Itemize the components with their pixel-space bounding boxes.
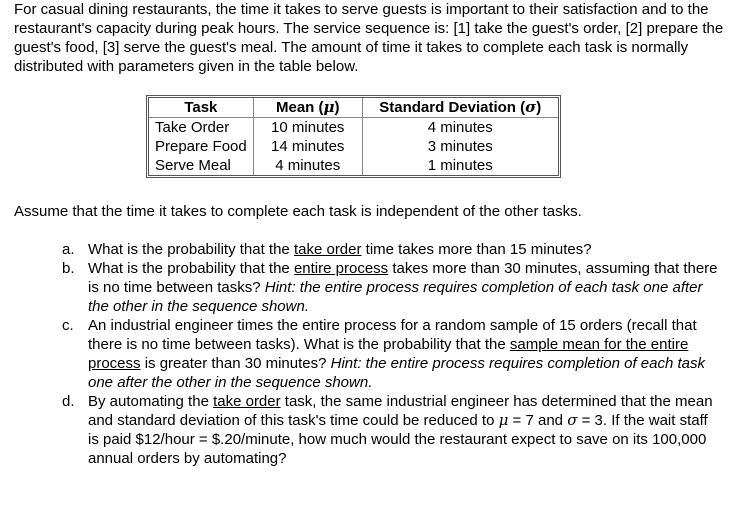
question-d xyxy=(62,392,722,468)
table-row xyxy=(149,156,558,175)
hint-text: Hint: the entire process requires completion of each task one after the other in the sequence shown. xyxy=(88,279,703,315)
cell-task: Take Order xyxy=(149,118,254,137)
question-letter: d. xyxy=(62,393,75,410)
cell-mean: 14 minutes xyxy=(254,137,363,156)
header-mean xyxy=(254,98,363,118)
question-text: = 7 and xyxy=(508,412,568,429)
question-list xyxy=(62,240,722,468)
question-letter: b. xyxy=(62,260,75,277)
task-parameters-table xyxy=(146,95,561,178)
table-row xyxy=(149,137,558,156)
mu-symbol: μ xyxy=(323,98,335,116)
question-a xyxy=(62,240,722,259)
question-text: is greater than 30 minutes? xyxy=(140,355,331,372)
sigma-symbol: σ xyxy=(567,411,578,429)
cell-mean: 4 minutes xyxy=(254,156,363,175)
table-header-row xyxy=(149,98,558,118)
intro-paragraph: For casual dining restaurants, the time it takes to serve guests is important to their satisfaction and to the restaurant's capacity during peak hours. The service sequence is: [1] take the guest's order, [2] prepare the guest's food, [3] serve the guest's meal. The amount of time it takes to complete each task is normally distributed with parameters given in the table below. xyxy=(14,1,724,75)
question-letter: c. xyxy=(62,317,74,334)
question-text: An industrial engineer times the entire process for a random sample of 15 orders (recall that there is no time between tasks). What is the probability that the xyxy=(88,317,697,353)
question-text: By automating the xyxy=(88,393,214,410)
assumption-text: Assume that the time it takes to complete each task is independent of the other tasks. xyxy=(14,203,582,220)
cell-task: Prepare Food xyxy=(149,137,254,156)
question-text: time takes more than 15 minutes? xyxy=(361,241,592,258)
question-text: What is the probability that the xyxy=(88,241,294,258)
cell-sd: 1 minutes xyxy=(427,157,493,174)
underlined-term: take order xyxy=(213,393,281,410)
underlined-term: entire process xyxy=(293,260,389,277)
sigma-symbol: σ xyxy=(525,98,537,116)
task-table-container xyxy=(146,95,561,178)
header-sd-close: ) xyxy=(536,99,542,116)
question-text: = 3. If the wait staff is paid $12/hour = $.20/minute, how much would the restaurant expect to save on its 100,000 annual orders by automating? xyxy=(88,412,708,467)
cell-sd: 3 minutes xyxy=(427,138,493,155)
question-c xyxy=(62,316,722,392)
question-letter: a. xyxy=(62,241,75,258)
question-text: What is the probability that the xyxy=(88,260,294,277)
header-task: Task xyxy=(149,98,254,118)
header-sd-label: Standard Deviation ( xyxy=(379,99,526,116)
question-text: takes more than 30 minutes, assuming that there is no time between tasks? xyxy=(88,260,718,296)
underlined-term: take order xyxy=(293,241,362,258)
cell-sd: 4 minutes xyxy=(427,119,493,136)
mu-symbol: μ xyxy=(498,411,509,429)
question-b xyxy=(62,259,722,316)
cell-mean: 10 minutes xyxy=(254,118,363,137)
underlined-term: sample mean for the entire process xyxy=(88,336,689,372)
cell-task: Serve Meal xyxy=(149,156,254,175)
header-sd xyxy=(363,98,558,118)
table-row xyxy=(149,118,558,137)
header-mean-label: Mean ( xyxy=(275,99,324,116)
question-text: task, the same industrial engineer has determined that the mean and standard deviation of this task's time could be reduced to xyxy=(88,393,713,429)
hint-text: Hint: the entire process requires completion of each task one after the other in the sequence shown. xyxy=(88,355,705,391)
header-mean-close: ) xyxy=(334,99,340,116)
